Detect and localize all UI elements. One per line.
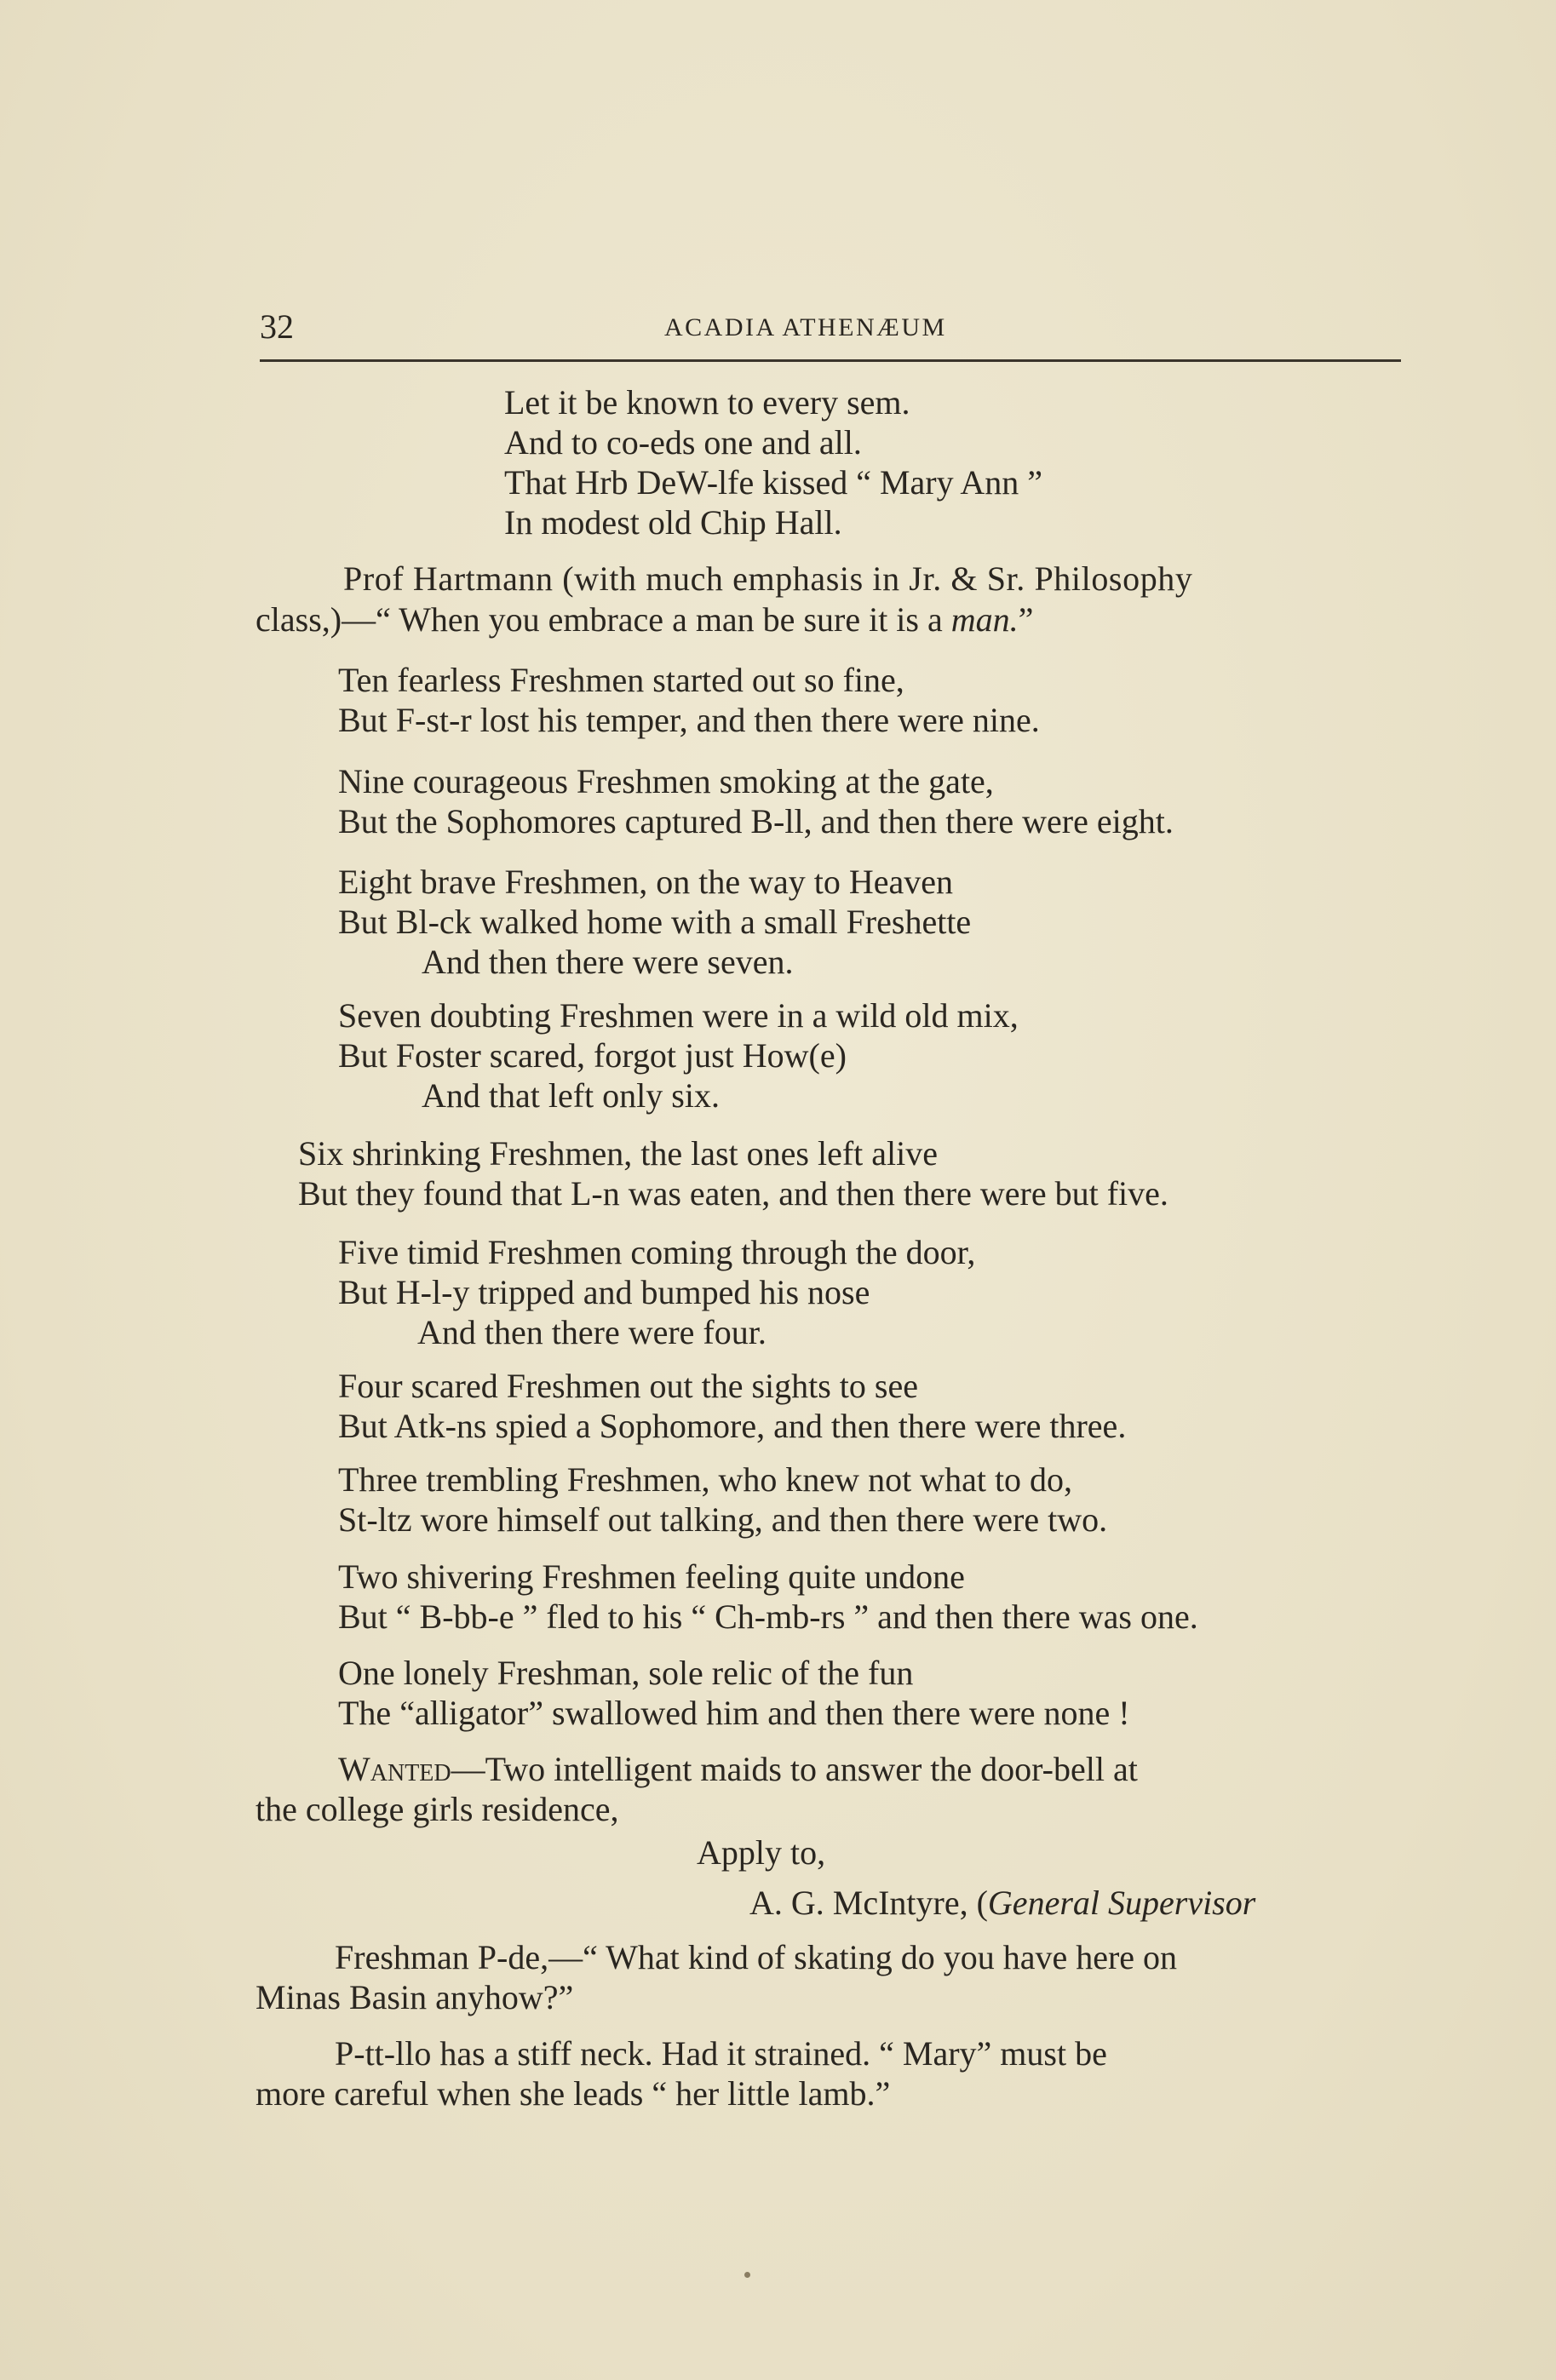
text-line: the college girls residence,: [256, 1790, 619, 1828]
text-line: Five timid Freshmen coming through the door,: [338, 1233, 976, 1271]
text-line: The “alligator” swallowed him and then there were none !: [338, 1694, 1130, 1732]
text-line: Freshman P-de,—“ What kind of skating do you have here on: [335, 1938, 1178, 1976]
text-line: Three trembling Freshmen, who knew not what to do,: [338, 1460, 1073, 1499]
text-line: One lonely Freshman, sole relic of the fun: [338, 1654, 914, 1692]
text-line: Six shrinking Freshmen, the last ones left alive: [298, 1134, 938, 1173]
text-line: Eight brave Freshmen, on the way to Heaven: [338, 863, 954, 901]
text-line: Wanted—Two intelligent maids to answer the door-bell at: [338, 1750, 1138, 1788]
text-line: In modest old Chip Hall.: [504, 503, 842, 542]
text-line: But the Sophomores captured B-ll, and then there were eight.: [338, 802, 1174, 840]
text-line: P-tt-llo has a stiff neck. Had it strained. “ Mary” must be: [335, 2034, 1107, 2073]
text-line: class,)—“ When you embrace a man be sure it is a man.”: [256, 600, 1034, 639]
text-line: But Atk-ns spied a Sophomore, and then there were three.: [338, 1407, 1127, 1445]
text-line: And to co-eds one and all.: [504, 423, 862, 462]
text-line: Prof Hartmann (with much emphasis in Jr. & Sr. Philosophy: [343, 559, 1193, 598]
small-caps-text: Wanted: [338, 1750, 451, 1788]
text-line: But “ B-bb-e ” fled to his “ Ch-mb-rs ” and then there was one.: [338, 1597, 1198, 1636]
text-line: Ten fearless Freshmen started out so fine,: [338, 661, 904, 699]
text-line: And that left only six.: [422, 1076, 720, 1115]
text-line: And then there were four.: [417, 1313, 767, 1351]
paper-speck: [744, 2272, 750, 2278]
text-line: St-ltz wore himself out talking, and then there were two.: [338, 1500, 1108, 1539]
text-line: A. G. McIntyre, (General Supervisor: [749, 1884, 1256, 1922]
text-line: Two shivering Freshmen feeling quite undone: [338, 1557, 965, 1596]
text-line: Apply to,: [697, 1833, 826, 1872]
emphasis-text: General Supervisor: [987, 1884, 1256, 1922]
text-line: But they found that L-n was eaten, and then there were but five.: [298, 1174, 1168, 1213]
text-line: But Foster scared, forgot just How(e): [338, 1036, 847, 1075]
text-line: more careful when she leads “ her little lamb.”: [256, 2074, 891, 2113]
text-line: Four scared Freshmen out the sights to see: [338, 1367, 918, 1405]
text-line: And then there were seven.: [422, 943, 794, 981]
text-line: That Hrb DeW-lfe kissed “ Mary Ann ”: [504, 463, 1043, 502]
page-number: 32: [260, 307, 294, 346]
running-head: ACADIA ATHENÆUM: [664, 313, 947, 341]
text-line: Minas Basin anyhow?”: [256, 1978, 574, 2016]
emphasis-text: man.: [950, 600, 1019, 639]
text-line: But Bl-ck walked home with a small Freshette: [338, 903, 972, 941]
page-header: [260, 303, 1401, 362]
text-line: Let it be known to every sem.: [504, 383, 910, 422]
text-line: Seven doubting Freshmen were in a wild old mix,: [338, 996, 1019, 1035]
text-line: But H-l-y tripped and bumped his nose: [338, 1273, 870, 1311]
text-line: Nine courageous Freshmen smoking at the gate,: [338, 762, 994, 800]
text-line: But F-st-r lost his temper, and then there were nine.: [338, 701, 1040, 739]
